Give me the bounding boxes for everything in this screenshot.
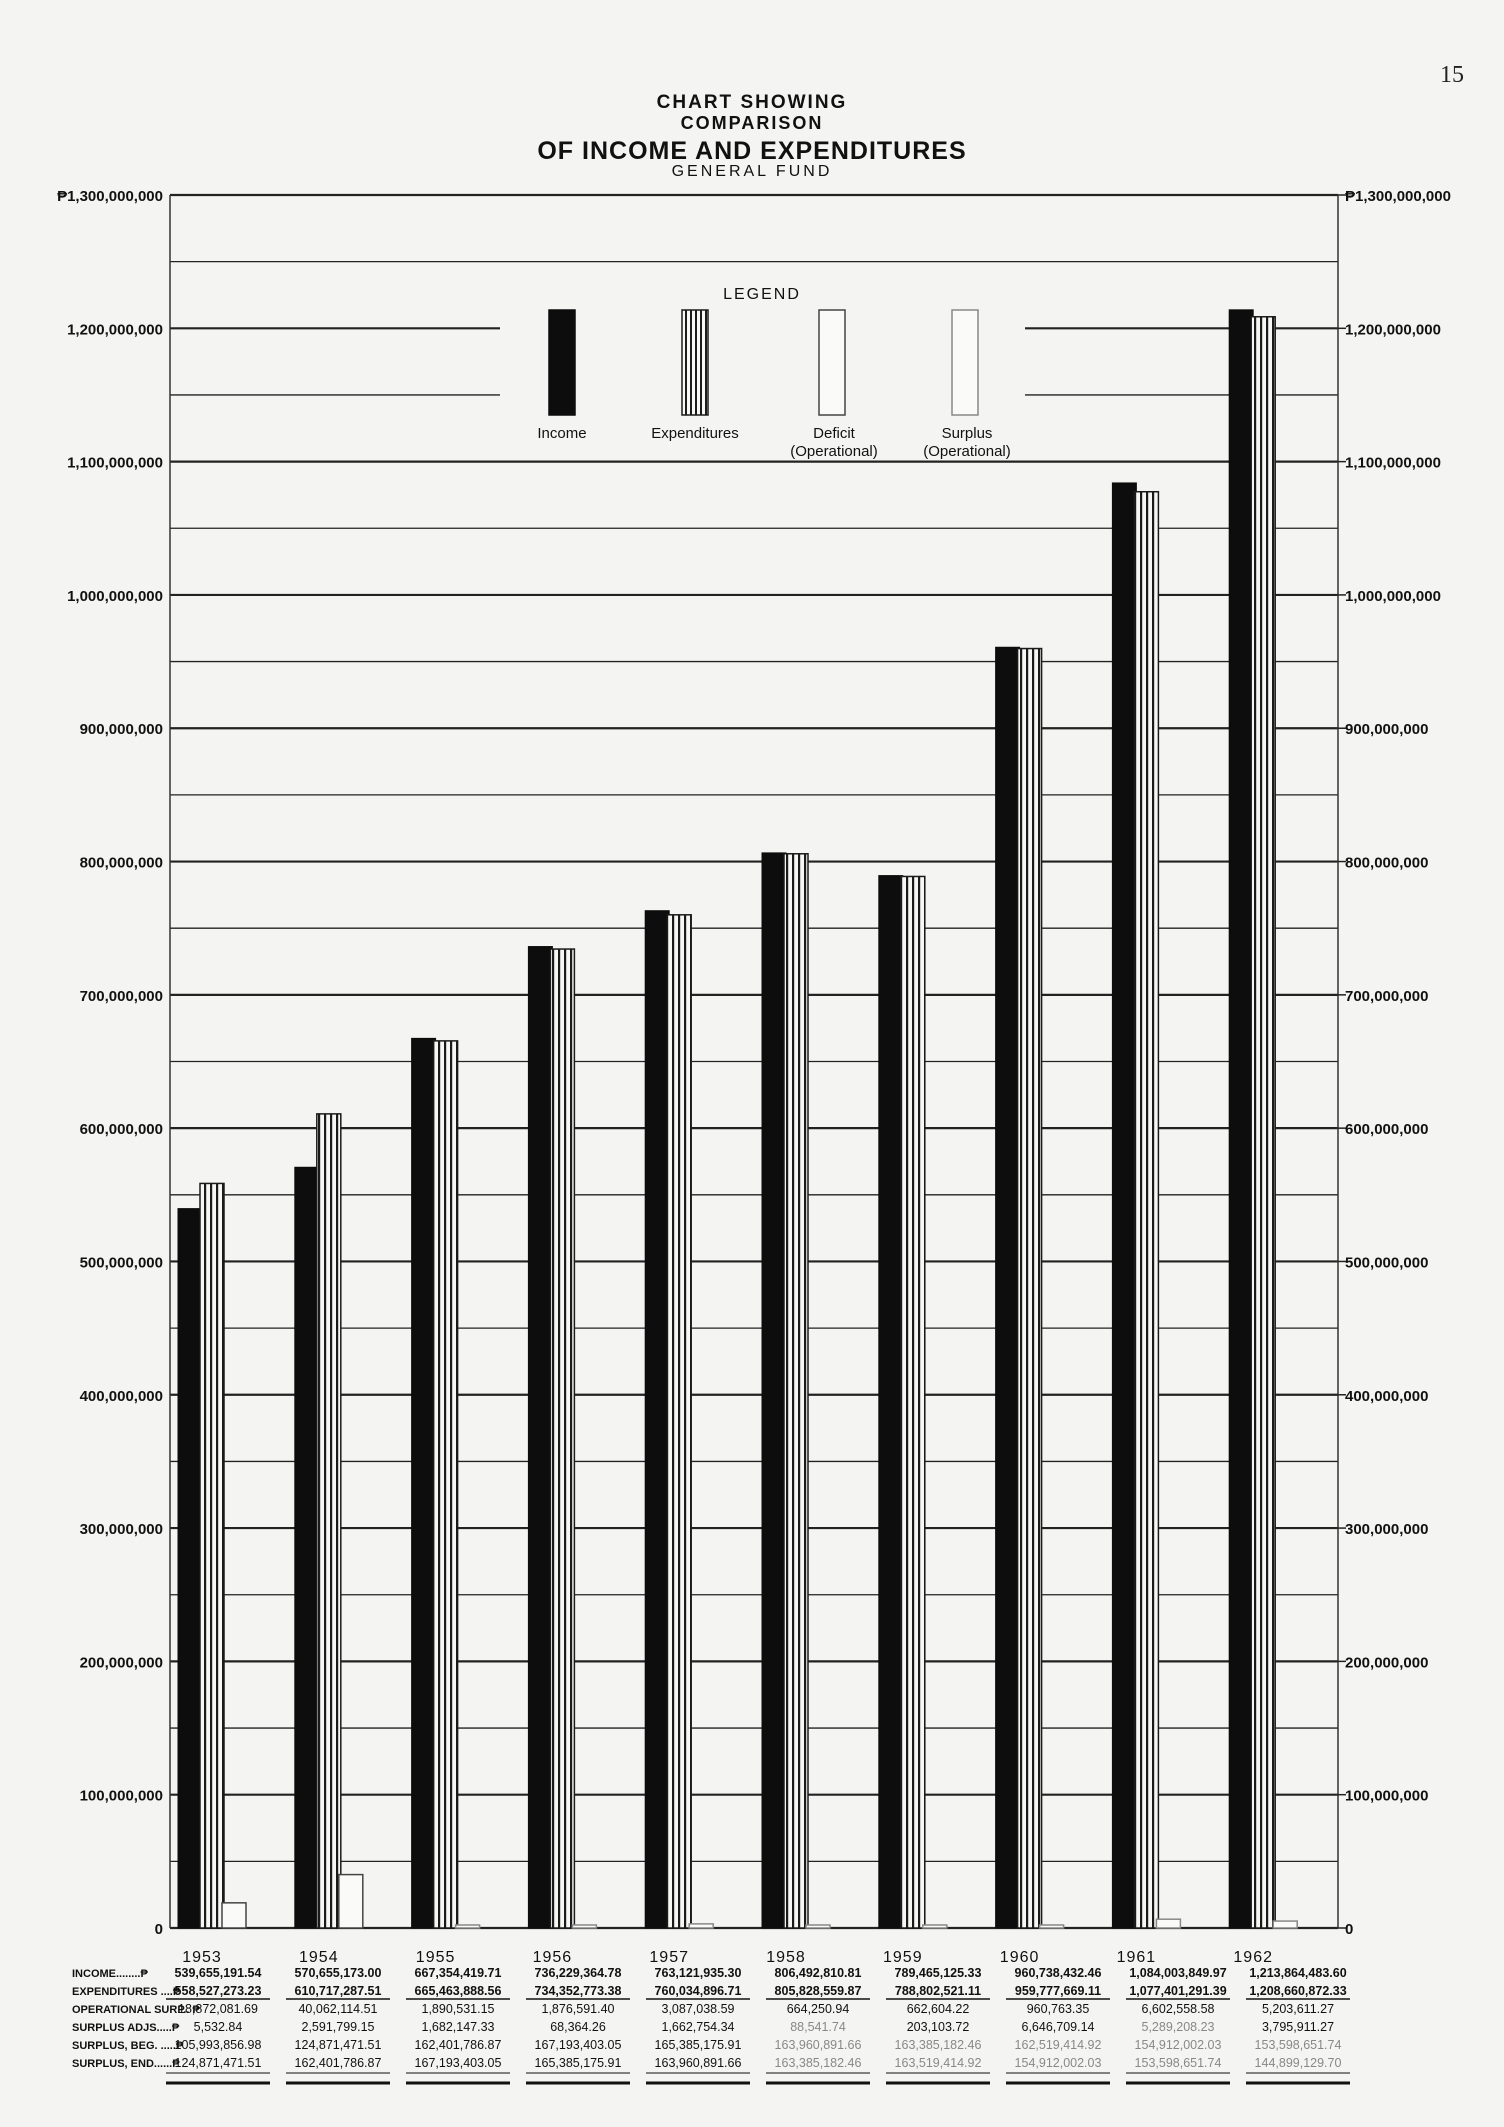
bars [178,310,1297,1928]
right-axis [1338,188,1451,1938]
table-cell: 163,519,414.92 [894,2056,982,2070]
y-tick-label-left: ₱1,300,000,000 [57,188,163,205]
bar-surplus-1956 [572,1925,596,1928]
y-tick-label-left: 1,100,000,000 [67,454,163,472]
table-cell: 40,062,114.51 [298,2002,378,2016]
bar-surplus-1960 [1040,1925,1064,1928]
table-cell: 18,872,081.69 [178,2002,258,2016]
bar-income-1954 [295,1167,319,1928]
chart-title-line-1: CHART SHOWING [656,92,848,113]
table-cell: 1,890,531.15 [421,2002,495,2016]
gridlines [170,195,1338,1928]
table-cell: 105,993,856.98 [174,2038,262,2052]
legend-swatch-income [549,310,575,415]
table-cell: 960,738,432.46 [1014,1966,1102,1980]
x-tick-label: 1961 [1116,1949,1157,1966]
table-cell: 570,655,173.00 [294,1966,382,1980]
table-cell: 558,527,273.23 [174,1984,262,1998]
bar-surplus-1962 [1273,1921,1297,1928]
table-cell: 1,213,864,483.60 [1249,1966,1347,1980]
y-tick-label-left: 800,000,000 [79,854,163,872]
bar-expenditures-1954 [317,1114,341,1928]
table-row-label: INCOME........₱ [72,1968,148,1980]
bar-income-1956 [528,947,552,1928]
table-cell: 163,960,891.66 [654,2056,742,2070]
y-tick-label-right: 400,000,000 [1345,1387,1429,1405]
x-tick-label: 1956 [532,1949,573,1966]
y-tick-label-right: 200,000,000 [1345,1654,1429,1672]
table-cell: 610,717,287.51 [294,1984,382,1998]
summary-table [0,1955,1504,2127]
table-cell: 6,602,558.58 [1141,2002,1215,2016]
y-tick-label-left: 900,000,000 [79,721,163,739]
table-cell: 203,103.72 [906,2020,970,2034]
y-tick-label-right: 700,000,000 [1345,987,1429,1005]
y-tick-label-left: 1,000,000,000 [67,587,163,605]
y-tick-label-right: 0 [1345,1921,1354,1938]
y-tick-label-right: ₱1,300,000,000 [1345,188,1451,205]
chart-title-line-3: OF INCOME AND EXPENDITURES [537,137,967,165]
chart-subtitle: GENERAL FUND [671,163,833,180]
table-cell: 144,899,129.70 [1254,2056,1342,2070]
y-tick-label-right: 500,000,000 [1345,1254,1429,1272]
table-row-label: EXPENDITURES ....₱ [72,1986,181,1998]
bar-income-1961 [1112,483,1136,1928]
y-tick-label-right: 1,100,000,000 [1345,454,1441,472]
table-cell: 3,087,038.59 [661,2002,735,2016]
table-cell: 1,876,591.40 [541,2002,615,2016]
bar-expenditures-1960 [1018,649,1042,1928]
bar-expenditures-1955 [434,1041,458,1928]
bar-income-1959 [879,876,903,1928]
table-cell: 88,541.74 [790,2020,846,2034]
y-tick-label-left: 700,000,000 [79,987,163,1005]
y-tick-label-right: 900,000,000 [1345,721,1429,739]
bar-expenditures-1962 [1251,317,1275,1928]
table-cell: 165,385,175.91 [654,2038,742,2052]
table-cell: 153,598,651.74 [1134,2056,1222,2070]
table-cell: 5,532.84 [193,2020,243,2034]
table-cell: 1,662,754.34 [661,2020,735,2034]
bar-surplus-1955 [456,1925,480,1928]
table-cell: 162,401,786.87 [414,2038,502,2052]
y-tick-label-left: 200,000,000 [79,1654,163,1672]
table-cell: 165,385,175.91 [534,2056,622,2070]
legend-label: Deficit [813,425,855,442]
table-cell: 960,763.35 [1026,2002,1090,2016]
bar-deficit-1953 [222,1903,246,1928]
bar-surplus-1957 [689,1924,713,1928]
y-tick-label-right: 100,000,000 [1345,1787,1429,1805]
bar-expenditures-1959 [901,876,925,1928]
table-cell: 959,777,669.11 [1014,1984,1102,1998]
table-cell: 5,203,611.27 [1261,2002,1335,2016]
bar-expenditures-1956 [550,949,574,1928]
table-row-label: SURPLUS ADJS.....₱ [72,2022,180,2034]
table-cell: 124,871,471.51 [294,2038,382,2052]
y-tick-label-right: 1,200,000,000 [1345,321,1441,339]
legend-label: Surplus [941,425,993,442]
y-tick-label-right: 1,000,000,000 [1345,587,1441,605]
bar-income-1953 [178,1209,202,1928]
chart-title-line-2: COMPARISON [680,113,824,133]
table-cell: 3,795,911.27 [1261,2020,1335,2034]
legend [537,286,1010,460]
table-cell: 806,492,810.81 [774,1966,862,1980]
x-tick-label: 1960 [999,1949,1040,1966]
y-tick-label-right: 600,000,000 [1345,1121,1429,1139]
page-number: 15 [1440,62,1464,88]
bar-expenditures-1953 [200,1183,224,1928]
bar-expenditures-1958 [784,854,808,1928]
table-cell: 763,121,935.30 [654,1966,742,1980]
bar-income-1955 [412,1038,436,1928]
table-row-label: SURPLUS, END......₱ [72,2058,180,2070]
table-cell: 124,871,471.51 [174,2056,262,2070]
y-tick-label-right: 300,000,000 [1345,1521,1429,1539]
legend-swatch-deficit [819,310,845,415]
table-cell: 665,463,888.56 [414,1984,502,1998]
x-tick-label: 1962 [1233,1949,1273,1966]
bar-surplus-1961 [1156,1919,1180,1928]
y-tick-label-left: 300,000,000 [79,1521,163,1539]
table-cell: 154,912,002.03 [1134,2038,1222,2052]
table-cell: 664,250.94 [786,2002,850,2016]
table-cell: 68,364.26 [550,2020,606,2034]
legend-title: LEGEND [723,286,801,303]
table-cell: 163,960,891.66 [774,2038,862,2052]
table-cell: 1,077,401,291.39 [1129,1984,1227,1998]
y-tick-label-left: 500,000,000 [79,1254,163,1272]
bar-surplus-1958 [806,1925,830,1928]
x-tick-label: 1955 [415,1949,456,1966]
table-cell: 154,912,002.03 [1014,2056,1102,2070]
x-tick-label: 1957 [649,1949,689,1966]
summary-table-grid [0,1955,1504,2122]
x-tick-label: 1953 [182,1949,222,1966]
y-tick-label-right: 800,000,000 [1345,854,1429,872]
legend-swatch-surplus [952,310,978,415]
bar-income-1958 [762,853,786,1928]
table-cell: 167,193,403.05 [414,2056,502,2070]
table-cell: 163,385,182.46 [774,2056,862,2070]
table-cell: 736,229,364.78 [534,1966,622,1980]
table-cell: 5,289,208.23 [1141,2020,1215,2034]
table-cell: 788,802,521.11 [894,1984,982,1998]
table-cell: 6,646,709.14 [1021,2020,1095,2034]
table-cell: 805,828,559.87 [774,1984,862,1998]
legend-label: (Operational) [923,443,1011,460]
table-cell: 667,354,419.71 [414,1966,502,1980]
bar-expenditures-1957 [667,915,691,1928]
bar-expenditures-1961 [1134,492,1158,1928]
y-tick-label-left: 400,000,000 [79,1387,163,1405]
table-cell: 153,598,651.74 [1254,2038,1342,2052]
table-cell: 1,084,003,849.97 [1129,1966,1227,1980]
x-tick-label: 1959 [883,1949,923,1966]
table-cell: 2,591,799.15 [301,2020,375,2034]
legend-label: Expenditures [651,425,739,442]
bar-income-1957 [645,911,669,1928]
bar-income-1962 [1229,310,1253,1928]
table-cell: 662,604.22 [906,2002,970,2016]
y-tick-label-left: 0 [154,1921,163,1938]
x-tick-label: 1958 [766,1949,806,1966]
table-cell: 789,465,125.33 [894,1966,982,1980]
table-cell: 163,385,182.46 [894,2038,982,2052]
table-cell: 760,034,896.71 [654,1984,742,1998]
legend-label: (Operational) [790,443,878,460]
bar-income-1960 [996,647,1020,1928]
y-tick-label-left: 1,200,000,000 [67,321,163,339]
bar-surplus-1959 [923,1925,947,1928]
legend-swatch-expenditures [682,310,708,415]
bar-deficit-1954 [339,1875,363,1928]
table-cell: 1,682,147.33 [421,2020,495,2034]
table-cell: 162,401,786.87 [294,2056,382,2070]
x-tick-label: 1954 [299,1949,339,1966]
y-tick-label-left: 100,000,000 [79,1787,163,1805]
table-cell: 734,352,773.38 [534,1984,622,1998]
table-cell: 539,655,191.54 [174,1966,262,1980]
legend-label: Income [537,425,587,442]
table-cell: 1,208,660,872.33 [1249,1984,1347,1998]
table-cell: 167,193,403.05 [534,2038,622,2052]
y-tick-label-left: 600,000,000 [79,1121,163,1139]
table-cell: 162,519,414.92 [1014,2038,1102,2052]
table-row-label: SURPLUS, BEG. .....₱ [72,2040,184,2052]
left-axis [57,188,163,1938]
table-row-label: OPERATIONAL SURP.. ₱ [72,2004,200,2016]
